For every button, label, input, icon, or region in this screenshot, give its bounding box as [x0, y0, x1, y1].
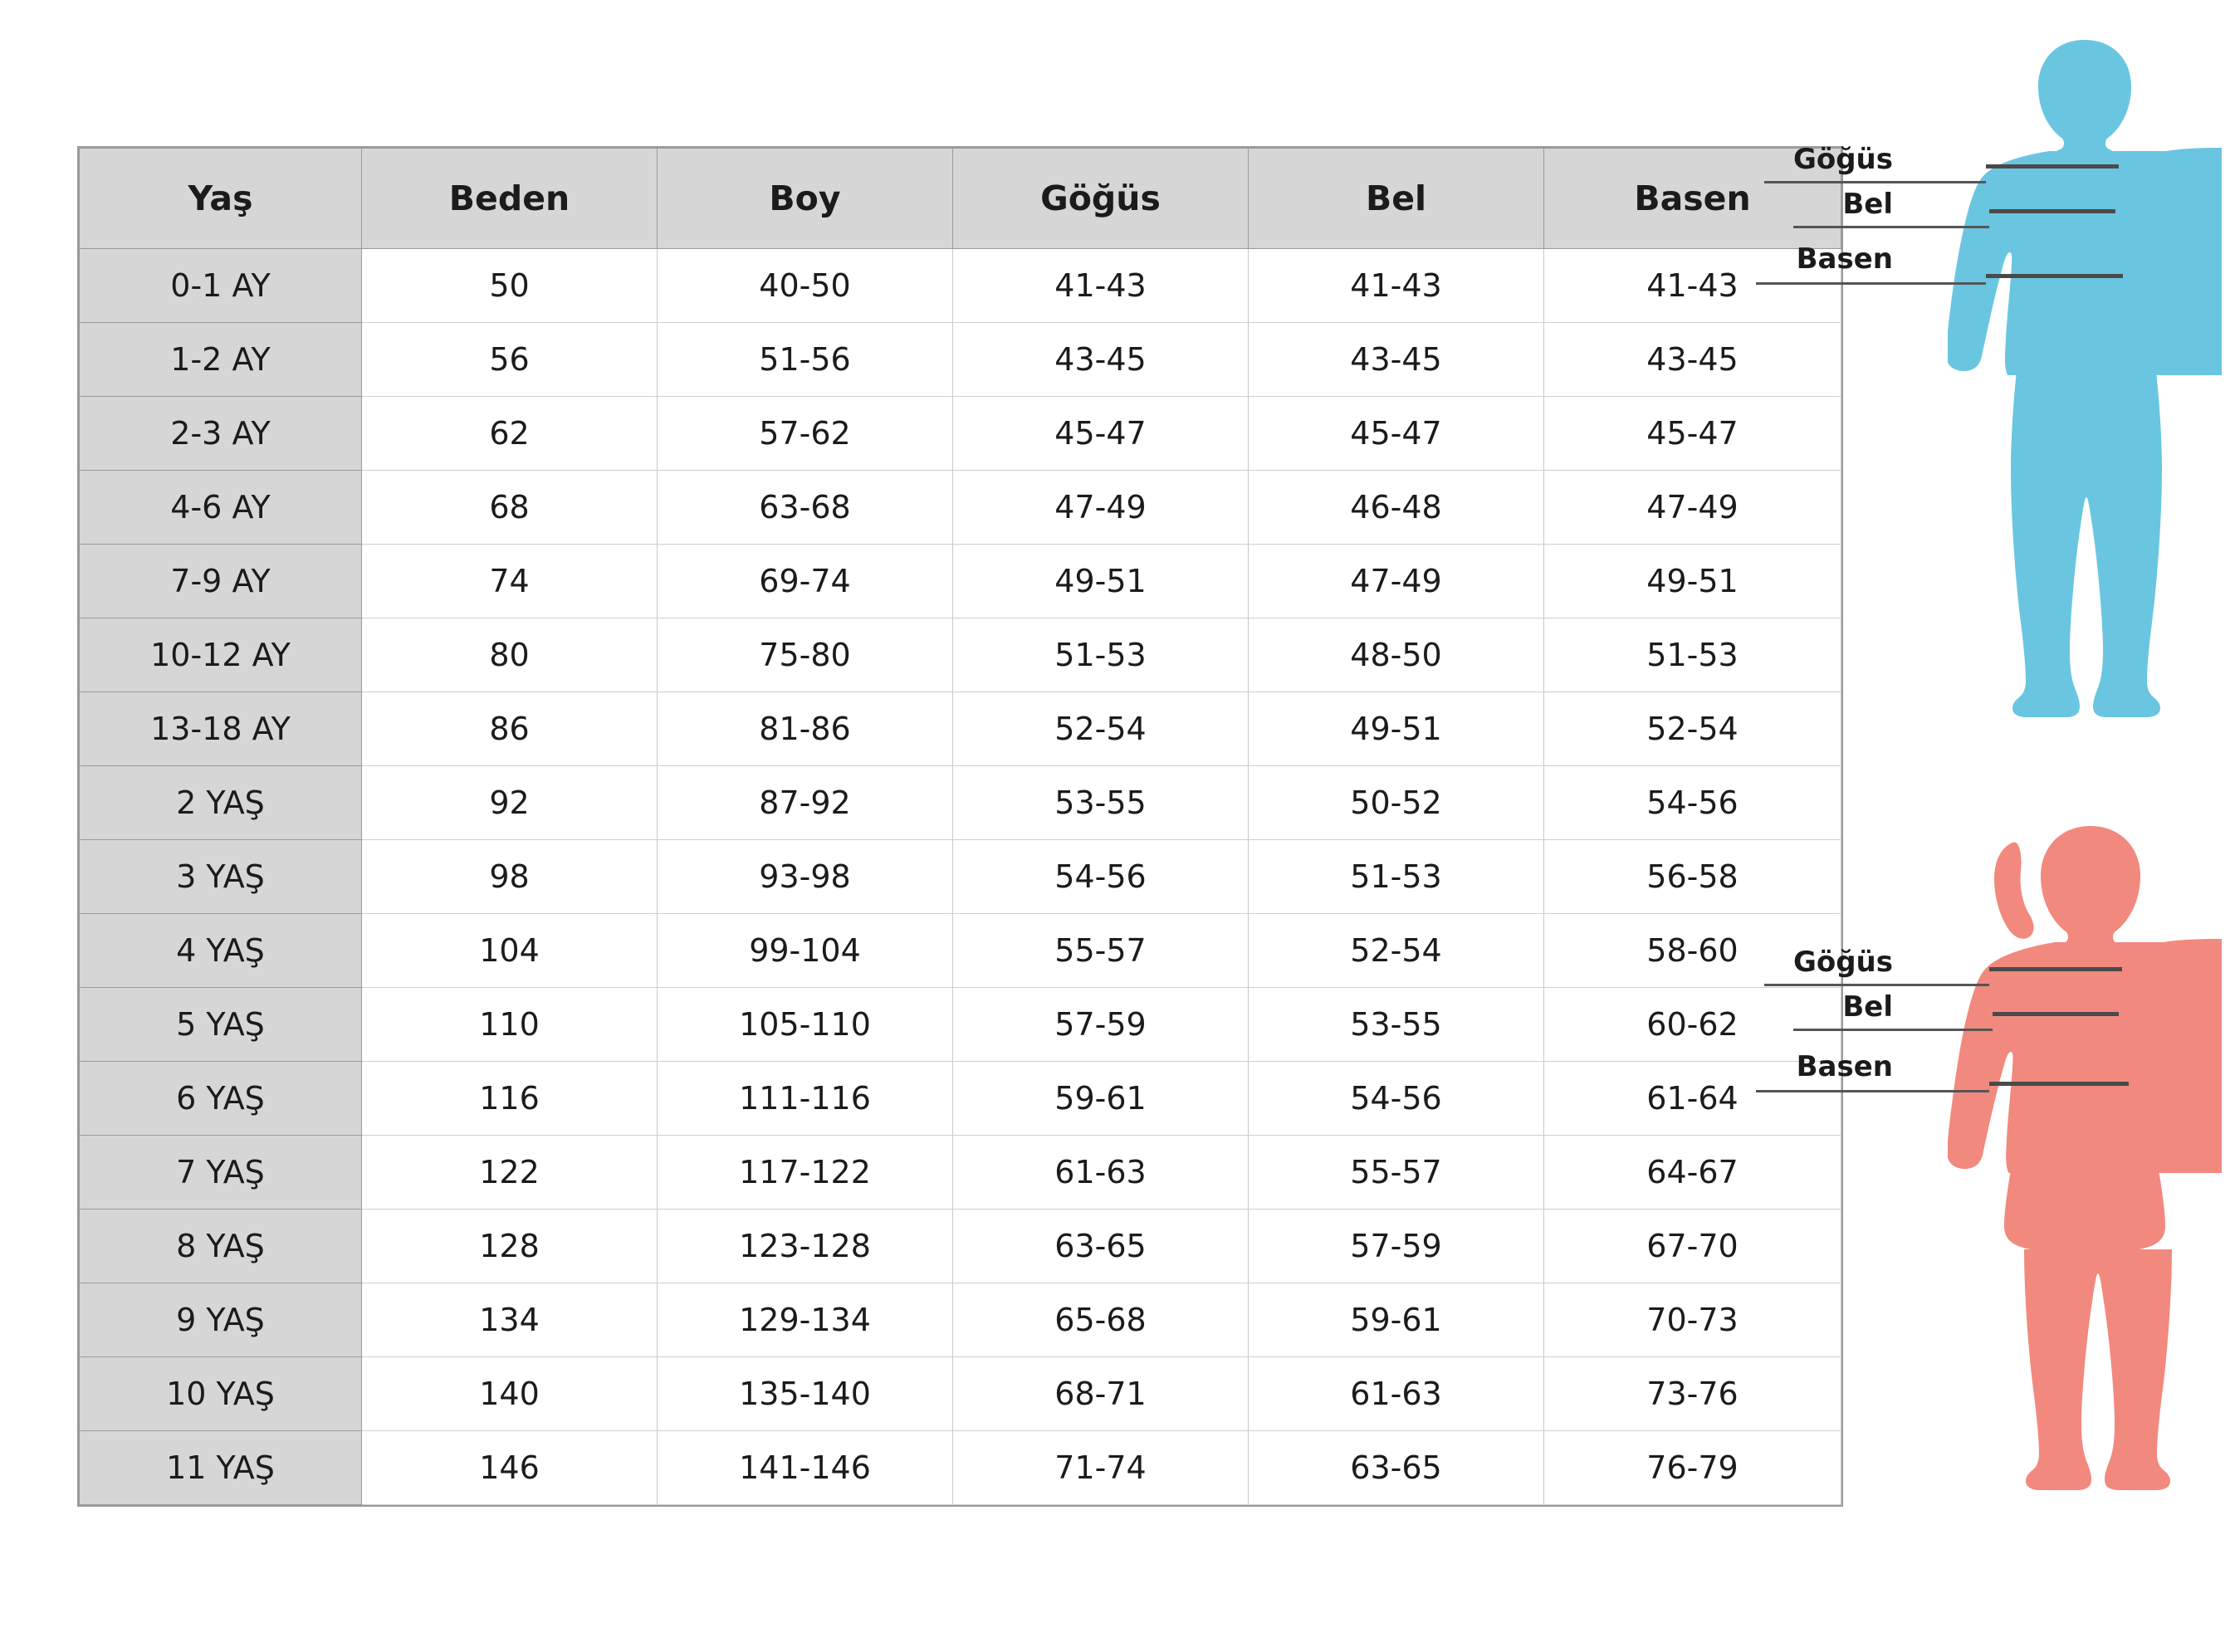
boy-figure-block [1792, 25, 2230, 822]
cell-chest: 71-74 [953, 1431, 1249, 1505]
cell-age: 4-6 AY [80, 471, 362, 545]
cell-chest: 53-55 [953, 766, 1249, 840]
table-body [80, 249, 1841, 1505]
cell-hip: 47-49 [1544, 471, 1841, 545]
cell-hip: 76-79 [1544, 1431, 1841, 1505]
table-row [80, 840, 1841, 914]
cell-waist: 46-48 [1249, 471, 1544, 545]
column-header-boy: Boy [658, 149, 953, 249]
figures-panel [1792, 0, 2230, 1652]
table-row [80, 692, 1841, 766]
cell-size: 62 [362, 397, 658, 471]
cell-hip: 52-54 [1544, 692, 1841, 766]
cell-height: 51-56 [658, 323, 953, 397]
cell-chest: 49-51 [953, 545, 1249, 618]
cell-waist: 61-63 [1249, 1357, 1544, 1431]
cell-waist: 41-43 [1249, 249, 1544, 323]
cell-age: 2-3 AY [80, 397, 362, 471]
table-row [80, 618, 1841, 692]
table-row [80, 545, 1841, 618]
cell-waist: 48-50 [1249, 618, 1544, 692]
cell-height: 40-50 [658, 249, 953, 323]
cell-hip: 41-43 [1544, 249, 1841, 323]
cell-chest: 55-57 [953, 914, 1249, 988]
cell-height: 111-116 [658, 1062, 953, 1136]
cell-height: 129-134 [658, 1283, 953, 1357]
cell-height: 81-86 [658, 692, 953, 766]
cell-hip: 61-64 [1544, 1062, 1841, 1136]
table-row [80, 397, 1841, 471]
boy-waist-label: Bel [1842, 188, 1893, 221]
girl-waist-label: Bel [1842, 990, 1893, 1024]
girl-chest-leader [1764, 984, 1989, 986]
cell-age: 6 YAŞ [80, 1062, 362, 1136]
table-row [80, 988, 1841, 1062]
table-row [80, 1210, 1841, 1283]
cell-chest: 43-45 [953, 323, 1249, 397]
boy-silhouette-icon [1948, 25, 2222, 822]
cell-chest: 59-61 [953, 1062, 1249, 1136]
boy-hip-leader [1756, 282, 1986, 285]
girl-waist-leader [1793, 1029, 1993, 1031]
boy-chest-leader [1764, 181, 1986, 183]
cell-waist: 57-59 [1249, 1210, 1544, 1283]
cell-height: 57-62 [658, 397, 953, 471]
cell-waist: 63-65 [1249, 1431, 1544, 1505]
table-row [80, 249, 1841, 323]
size-table [79, 148, 1841, 1505]
cell-chest: 52-54 [953, 692, 1249, 766]
cell-hip: 45-47 [1544, 397, 1841, 471]
cell-size: 50 [362, 249, 658, 323]
cell-height: 63-68 [658, 471, 953, 545]
boy-waist-leader [1793, 226, 1989, 228]
cell-size: 134 [362, 1283, 658, 1357]
cell-size: 122 [362, 1136, 658, 1210]
column-header-beden: Beden [362, 149, 658, 249]
size-table-container [79, 148, 1841, 1505]
cell-waist: 55-57 [1249, 1136, 1544, 1210]
cell-age: 1-2 AY [80, 323, 362, 397]
cell-chest: 63-65 [953, 1210, 1249, 1283]
cell-age: 10 YAŞ [80, 1357, 362, 1431]
cell-hip: 73-76 [1544, 1357, 1841, 1431]
cell-size: 98 [362, 840, 658, 914]
cell-chest: 45-47 [953, 397, 1249, 471]
cell-height: 87-92 [658, 766, 953, 840]
cell-age: 13-18 AY [80, 692, 362, 766]
cell-age: 7 YAŞ [80, 1136, 362, 1210]
cell-height: 105-110 [658, 988, 953, 1062]
cell-height: 135-140 [658, 1357, 953, 1431]
cell-chest: 51-53 [953, 618, 1249, 692]
cell-hip: 60-62 [1544, 988, 1841, 1062]
cell-waist: 49-51 [1249, 692, 1544, 766]
cell-chest: 68-71 [953, 1357, 1249, 1431]
girl-chest-label: Göğüs [1792, 946, 1893, 979]
girl-silhouette-icon [1948, 818, 2222, 1648]
cell-size: 104 [362, 914, 658, 988]
girl-waist-line [1993, 1012, 2119, 1016]
girl-chest-line [1989, 967, 2122, 971]
boy-chest-line [1986, 164, 2119, 169]
cell-hip: 49-51 [1544, 545, 1841, 618]
cell-size: 74 [362, 545, 658, 618]
cell-height: 123-128 [658, 1210, 953, 1283]
column-header-yas: Yaş [80, 149, 362, 249]
table-row [80, 323, 1841, 397]
table-header [80, 149, 1841, 249]
girl-hip-label: Basen [1796, 1050, 1893, 1083]
table-row [80, 1283, 1841, 1357]
cell-age: 0-1 AY [80, 249, 362, 323]
cell-chest: 41-43 [953, 249, 1249, 323]
boy-hip-label: Basen [1796, 242, 1893, 276]
cell-age: 9 YAŞ [80, 1283, 362, 1357]
girl-hip-line [1989, 1082, 2129, 1086]
cell-age: 5 YAŞ [80, 988, 362, 1062]
cell-hip: 70-73 [1544, 1283, 1841, 1357]
cell-waist: 45-47 [1249, 397, 1544, 471]
cell-waist: 50-52 [1249, 766, 1544, 840]
cell-age: 4 YAŞ [80, 914, 362, 988]
boy-waist-line [1989, 209, 2115, 213]
girl-hip-leader [1756, 1090, 1989, 1092]
column-header-gogus: Göğüs [953, 149, 1249, 249]
column-header-bel: Bel [1249, 149, 1544, 249]
cell-age: 2 YAŞ [80, 766, 362, 840]
cell-hip: 51-53 [1544, 618, 1841, 692]
cell-size: 128 [362, 1210, 658, 1283]
cell-size: 116 [362, 1062, 658, 1136]
cell-size: 68 [362, 471, 658, 545]
cell-waist: 54-56 [1249, 1062, 1544, 1136]
table-row [80, 1357, 1841, 1431]
boy-hip-line [1986, 274, 2123, 278]
cell-chest: 47-49 [953, 471, 1249, 545]
table-row [80, 766, 1841, 840]
table-row [80, 1136, 1841, 1210]
cell-age: 11 YAŞ [80, 1431, 362, 1505]
cell-chest: 61-63 [953, 1136, 1249, 1210]
cell-waist: 59-61 [1249, 1283, 1544, 1357]
cell-chest: 57-59 [953, 988, 1249, 1062]
cell-size: 92 [362, 766, 658, 840]
cell-waist: 47-49 [1249, 545, 1544, 618]
cell-height: 69-74 [658, 545, 953, 618]
cell-age: 3 YAŞ [80, 840, 362, 914]
cell-height: 117-122 [658, 1136, 953, 1210]
cell-height: 75-80 [658, 618, 953, 692]
table-header-row [80, 149, 1841, 249]
cell-waist: 51-53 [1249, 840, 1544, 914]
table-row [80, 1431, 1841, 1505]
cell-hip: 54-56 [1544, 766, 1841, 840]
table-row [80, 1062, 1841, 1136]
cell-hip: 43-45 [1544, 323, 1841, 397]
cell-waist: 43-45 [1249, 323, 1544, 397]
cell-age: 10-12 AY [80, 618, 362, 692]
cell-height: 141-146 [658, 1431, 953, 1505]
cell-hip: 64-67 [1544, 1136, 1841, 1210]
cell-size: 110 [362, 988, 658, 1062]
cell-chest: 65-68 [953, 1283, 1249, 1357]
cell-size: 86 [362, 692, 658, 766]
cell-chest: 54-56 [953, 840, 1249, 914]
cell-waist: 53-55 [1249, 988, 1544, 1062]
cell-hip: 58-60 [1544, 914, 1841, 988]
table-row [80, 471, 1841, 545]
cell-age: 8 YAŞ [80, 1210, 362, 1283]
boy-chest-label: Göğüs [1792, 143, 1893, 176]
cell-waist: 52-54 [1249, 914, 1544, 988]
cell-size: 140 [362, 1357, 658, 1431]
cell-size: 146 [362, 1431, 658, 1505]
cell-size: 80 [362, 618, 658, 692]
table-row [80, 914, 1841, 988]
cell-age: 7-9 AY [80, 545, 362, 618]
cell-hip: 56-58 [1544, 840, 1841, 914]
girl-figure-block [1792, 818, 2230, 1648]
cell-hip: 67-70 [1544, 1210, 1841, 1283]
cell-size: 56 [362, 323, 658, 397]
cell-height: 99-104 [658, 914, 953, 988]
column-header-basen: Basen [1544, 149, 1841, 249]
cell-height: 93-98 [658, 840, 953, 914]
